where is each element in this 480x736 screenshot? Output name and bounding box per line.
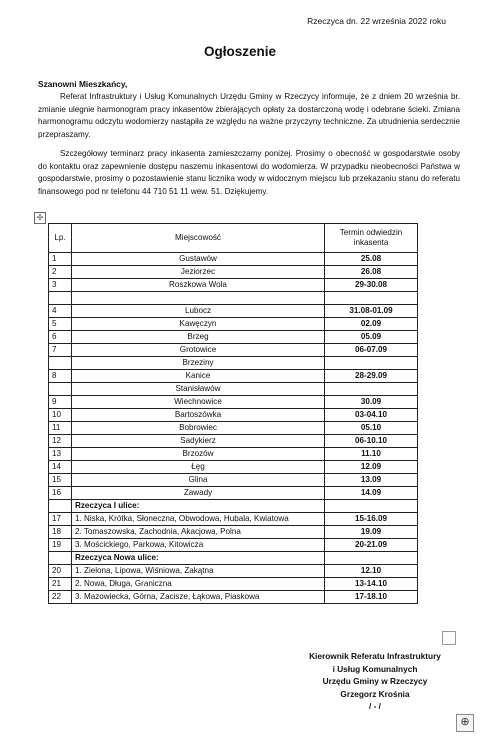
table-cell-place: Bobrowiec <box>72 422 325 435</box>
table-cell-term: 28-29.09 <box>325 370 418 383</box>
table-cell-place: Brzeziny <box>72 357 325 370</box>
paragraph-1: Referat Infrastruktury i Usług Komunalnych Urzędu Gminy w Rzeczycy informuje, że z dniem 20 września br. zmianie ulegnie harmonogram pracy inkasentów zbierających opłaty za dostarczoną wodę i odebrane ścieki. Zmiana harmonogramu odczytu wodomierzy nastąpiła ze względu na ważne przyczyny techniczne. Za utrudnienia serdecznie przepraszamy. <box>38 92 460 139</box>
table-row <box>49 266 418 279</box>
table-cell-lp: 4 <box>49 305 72 318</box>
table-cell-place: Łęg <box>72 461 325 474</box>
table-row <box>49 357 418 370</box>
table-cell-term <box>325 292 418 305</box>
table-cell-lp: 16 <box>49 487 72 500</box>
header-lp: Lp. <box>49 224 72 253</box>
table-cell-term: 03-04.10 <box>325 409 418 422</box>
schedule-table <box>48 223 418 604</box>
signature-line-4: Grzegorz Krośnia <box>340 688 410 699</box>
table-cell-term: 29-30.08 <box>325 279 418 292</box>
move-anchor-icon[interactable]: ✢ <box>34 212 46 224</box>
table-section-row <box>49 552 418 565</box>
table-cell-place <box>72 292 325 305</box>
table-row <box>49 383 418 396</box>
table-section-title: Rzeczyca Nowa ulice: <box>72 552 325 565</box>
table-row <box>49 448 418 461</box>
table-cell-term: 11.10 <box>325 448 418 461</box>
table-cell-term <box>325 383 418 396</box>
table-cell-term <box>325 552 418 565</box>
table-cell-term: 13-14.10 <box>325 578 418 591</box>
table-row <box>49 279 418 292</box>
table-cell-lp: 14 <box>49 461 72 474</box>
table-cell-place: Gustawów <box>72 253 325 266</box>
table-cell-term: 02.09 <box>325 318 418 331</box>
table-cell-lp: 19 <box>49 539 72 552</box>
table-row <box>49 565 418 578</box>
table-cell-place: 1. Niska, Krótka, Słoneczna, Obwodowa, Hubala, Kwiatowa <box>72 513 325 526</box>
table-header-row <box>49 224 418 253</box>
signature-line-5: / - / <box>369 701 381 711</box>
table-cell-term: 05.09 <box>325 331 418 344</box>
table-row <box>49 396 418 409</box>
table-cell-place: Brzozów <box>72 448 325 461</box>
table-cell-term: 12.10 <box>325 565 418 578</box>
table-cell-place: Kanice <box>72 370 325 383</box>
zoom-in-icon[interactable]: ⊕ <box>456 714 474 732</box>
table-row <box>49 344 418 357</box>
table-cell-lp: 7 <box>49 344 72 357</box>
table-row <box>49 526 418 539</box>
table-row <box>49 461 418 474</box>
table-cell-lp: 15 <box>49 474 72 487</box>
signature-block <box>290 650 460 713</box>
salutation: Szanowni Mieszkańcy, <box>38 79 128 89</box>
table-cell-lp: 12 <box>49 435 72 448</box>
table-cell-lp <box>49 552 72 565</box>
table-cell-place: Brzeg <box>72 331 325 344</box>
table-row <box>49 409 418 422</box>
table-cell-place: Grotowice <box>72 344 325 357</box>
header-place: Miejscowość <box>72 224 325 253</box>
table-cell-lp: 21 <box>49 578 72 591</box>
table-cell-place: Bartoszówka <box>72 409 325 422</box>
table-section-title: Rzeczyca I ulice: <box>72 500 325 513</box>
table-cell-place: Wiechnowice <box>72 396 325 409</box>
table-cell-lp: 9 <box>49 396 72 409</box>
table-row <box>49 331 418 344</box>
table-row <box>49 318 418 331</box>
document-title: Ogłoszenie <box>203 44 276 59</box>
table-cell-term: 31.08-01.09 <box>325 305 418 318</box>
table-cell-place: 3. Mościckiego, Parkowa, Kitowicza <box>72 539 325 552</box>
table-cell-lp <box>49 383 72 396</box>
table-cell-term: 14.09 <box>325 487 418 500</box>
table-cell-place: Lubocz <box>72 305 325 318</box>
table-row <box>49 422 418 435</box>
signature-line-2: i Usług Komunalnych <box>332 663 418 674</box>
table-cell-lp: 18 <box>49 526 72 539</box>
table-cell-term: 05.10 <box>325 422 418 435</box>
table-cell-place: Roszkowa Wola <box>72 279 325 292</box>
table-cell-place: Glina <box>72 474 325 487</box>
table-row <box>49 487 418 500</box>
table-cell-place: Zawady <box>72 487 325 500</box>
table-row <box>49 370 418 383</box>
table-cell-lp: 3 <box>49 279 72 292</box>
table-cell-lp <box>49 500 72 513</box>
table-row <box>49 539 418 552</box>
table-row <box>49 578 418 591</box>
paragraph-mark-box <box>442 631 456 645</box>
table-cell-lp: 5 <box>49 318 72 331</box>
table-cell-place: 2. Tomaszowska, Zachodnia, Akacjowa, Polna <box>72 526 325 539</box>
table-row <box>49 253 418 266</box>
table-row <box>49 513 418 526</box>
table-row <box>49 435 418 448</box>
table-cell-place: 3. Mazowiecka, Górna, Zacisze, Łąkowa, Piaskowa <box>72 591 325 604</box>
table-cell-term <box>325 500 418 513</box>
table-cell-lp: 22 <box>49 591 72 604</box>
table-cell-lp <box>49 357 72 370</box>
schedule-body <box>49 253 418 604</box>
table-cell-term: 13.09 <box>325 474 418 487</box>
table-cell-place: 2. Nowa, Długa, Graniczna <box>72 578 325 591</box>
table-row <box>49 591 418 604</box>
table-cell-lp: 2 <box>49 266 72 279</box>
paragraph-2: Szczegółowy terminarz pracy inkasenta zamieszczamy poniżej. Prosimy o obecność w gospodarstwie osoby do kontaktu oraz zapewnienie dostępu naszemu inkasentowi do wodomierza. W przypadku nieobecności Państwa w gospodarstwie, prosimy o pozostawienie stanu licznika wody w widocznym miejscu lub przekazaniu stanu do referatu finansowego pod nr telefonu 44 710 51 11 wew. 51. Dziękujemy. <box>38 149 460 196</box>
table-cell-lp <box>49 292 72 305</box>
table-cell-term: 15-16.09 <box>325 513 418 526</box>
table-row <box>49 474 418 487</box>
table-cell-term: 06-10.10 <box>325 435 418 448</box>
table-cell-term: 12.09 <box>325 461 418 474</box>
header-term: Termin odwiedzin inkasenta <box>325 224 418 253</box>
table-row <box>49 292 418 305</box>
table-cell-place: Kawęczyn <box>72 318 325 331</box>
table-cell-lp: 8 <box>49 370 72 383</box>
table-cell-place: Stanisławów <box>72 383 325 396</box>
table-cell-lp: 20 <box>49 565 72 578</box>
table-cell-term: 19.09 <box>325 526 418 539</box>
table-cell-lp: 11 <box>49 422 72 435</box>
table-section-row <box>49 500 418 513</box>
table-cell-place: Sadykierz <box>72 435 325 448</box>
table-cell-place: Jeziorzec <box>72 266 325 279</box>
signature-line-1: Kierownik Referatu Infrastruktury <box>309 651 441 661</box>
table-row <box>49 305 418 318</box>
table-cell-term: 25.08 <box>325 253 418 266</box>
table-cell-lp: 13 <box>49 448 72 461</box>
table-cell-lp: 10 <box>49 409 72 422</box>
document-date: Rzeczyca dn. 22 września 2022 roku <box>307 16 446 26</box>
table-cell-lp: 17 <box>49 513 72 526</box>
table-cell-term <box>325 357 418 370</box>
table-cell-lp: 1 <box>49 253 72 266</box>
signature-line-3: Urzędu Gminy w Rzeczycy <box>322 676 428 686</box>
table-cell-term: 06-07.09 <box>325 344 418 357</box>
table-cell-place: 1. Zielona, Lipowa, Wiśniowa, Zakątna <box>72 565 325 578</box>
table-cell-term: 26.08 <box>325 266 418 279</box>
table-cell-lp: 6 <box>49 331 72 344</box>
table-cell-term: 30.09 <box>325 396 418 409</box>
table-cell-term: 20-21.09 <box>325 539 418 552</box>
table-cell-term: 17-18.10 <box>325 591 418 604</box>
